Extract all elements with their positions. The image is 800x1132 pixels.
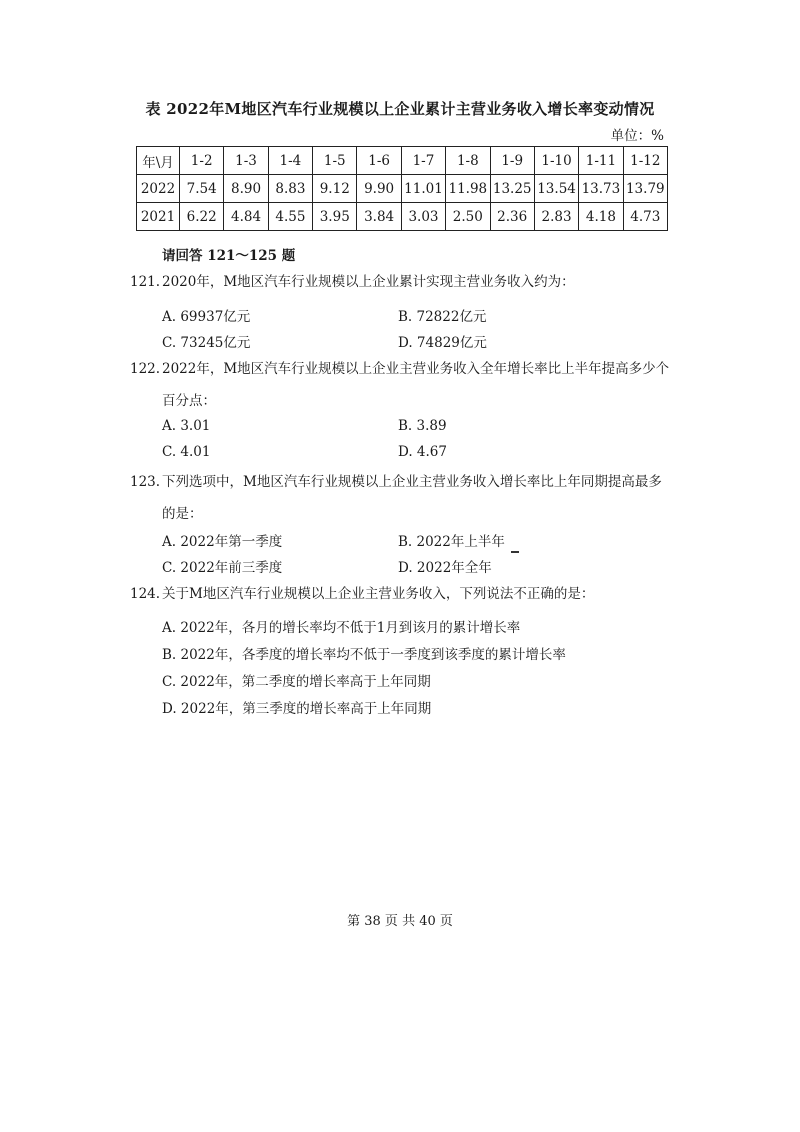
table-header-cell: 1-11 <box>579 147 623 175</box>
unit-label: 单位：% <box>610 128 664 144</box>
table-cell: 4.84 <box>224 203 268 231</box>
option-b[interactable]: B. 72822亿元 <box>398 309 487 325</box>
question-number: 123. <box>130 474 161 490</box>
option-d[interactable]: D. 4.67 <box>398 444 447 460</box>
option-a[interactable]: A. 2022年，各月的增长率均不低于1月到该月的累计增长率 <box>162 620 521 636</box>
question-121 <box>130 268 575 297</box>
table-cell: 2021 <box>137 203 180 231</box>
question-text: 2020年，M地区汽车行业规模以上企业累计实现主营业务收入约为： <box>162 274 575 290</box>
table-row <box>137 175 668 203</box>
option-a[interactable]: A. 3.01 <box>162 418 211 434</box>
option-c[interactable]: C. 2022年，第二季度的增长率高于上年同期 <box>162 674 431 690</box>
growth-rate-table <box>136 146 668 231</box>
table-header-cell: 1-2 <box>180 147 224 175</box>
table-header-row <box>137 147 668 175</box>
option-c[interactable]: C. 4.01 <box>162 444 211 460</box>
question-text-continued: 百分点： <box>162 393 216 409</box>
table-header-cell: 1-7 <box>401 147 445 175</box>
option-c[interactable]: C. 73245亿元 <box>162 335 251 351</box>
table-header-cell: 1-10 <box>534 147 578 175</box>
table-cell: 3.95 <box>313 203 357 231</box>
table-cell: 2.50 <box>446 203 490 231</box>
table-cell: 2.36 <box>490 203 534 231</box>
table-cell: 8.90 <box>224 175 268 203</box>
option-d[interactable]: D. 2022年全年 <box>398 560 492 576</box>
question-number: 124. <box>130 586 161 602</box>
table-header-cell: 1-5 <box>313 147 357 175</box>
table-cell: 3.03 <box>401 203 445 231</box>
table-header-cell: 年\月 <box>137 147 180 175</box>
table-cell: 11.98 <box>446 175 490 203</box>
table-header-cell: 1-3 <box>224 147 268 175</box>
question-122 <box>130 355 669 384</box>
table-header-cell: 1-9 <box>490 147 534 175</box>
table-title: 表 2022年M地区汽车行业规模以上企业累计主营业务收入增长率变动情况 <box>145 100 655 118</box>
table-cell: 6.22 <box>180 203 224 231</box>
stray-pen-mark <box>511 551 519 553</box>
table-header-cell: 1-8 <box>446 147 490 175</box>
table-row <box>137 203 668 231</box>
table-header-cell: 1-6 <box>357 147 401 175</box>
table-cell: 13.25 <box>490 175 534 203</box>
option-b[interactable]: B. 3.89 <box>398 418 447 434</box>
question-number: 122. <box>130 361 161 377</box>
question-text: 关于M地区汽车行业规模以上企业主营业务收入，下列说法不正确的是： <box>162 586 595 602</box>
table-cell: 8.83 <box>268 175 312 203</box>
table-header-cell: 1-12 <box>623 147 667 175</box>
table-cell: 4.55 <box>268 203 312 231</box>
option-c[interactable]: C. 2022年前三季度 <box>162 560 283 576</box>
option-d[interactable]: D. 74829亿元 <box>398 335 487 351</box>
table-cell: 4.73 <box>623 203 667 231</box>
option-d[interactable]: D. 2022年，第三季度的增长率高于上年同期 <box>162 701 432 717</box>
option-a[interactable]: A. 2022年第一季度 <box>162 534 283 550</box>
question-text-continued: 的是： <box>162 506 203 522</box>
table-cell: 2.83 <box>534 203 578 231</box>
question-text: 下列选项中，M地区汽车行业规模以上企业主营业务收入增长率比上年同期提高最多 <box>162 474 662 490</box>
option-b[interactable]: B. 2022年，各季度的增长率均不低于一季度到该季度的累计增长率 <box>162 647 566 663</box>
table-cell: 13.54 <box>534 175 578 203</box>
table-cell: 13.79 <box>623 175 667 203</box>
option-a[interactable]: A. 69937亿元 <box>162 309 251 325</box>
table-cell: 11.01 <box>401 175 445 203</box>
question-124 <box>130 580 594 609</box>
question-text: 2022年，M地区汽车行业规模以上企业主营业务收入全年增长率比上半年提高多少个 <box>162 361 670 377</box>
table-cell: 7.54 <box>180 175 224 203</box>
table-cell: 13.73 <box>579 175 623 203</box>
option-b[interactable]: B. 2022年上半年 <box>398 534 505 550</box>
question-number: 121. <box>130 274 161 290</box>
table-cell: 9.12 <box>313 175 357 203</box>
question-123 <box>130 468 662 497</box>
table-cell: 3.84 <box>357 203 401 231</box>
table-cell: 2022 <box>137 175 180 203</box>
table-header-cell: 1-4 <box>268 147 312 175</box>
table-cell: 4.18 <box>579 203 623 231</box>
page-footer: 第 38 页 共 40 页 <box>347 914 453 929</box>
instruction-text: 请回答 121～125 题 <box>162 248 296 264</box>
table-cell: 9.90 <box>357 175 401 203</box>
